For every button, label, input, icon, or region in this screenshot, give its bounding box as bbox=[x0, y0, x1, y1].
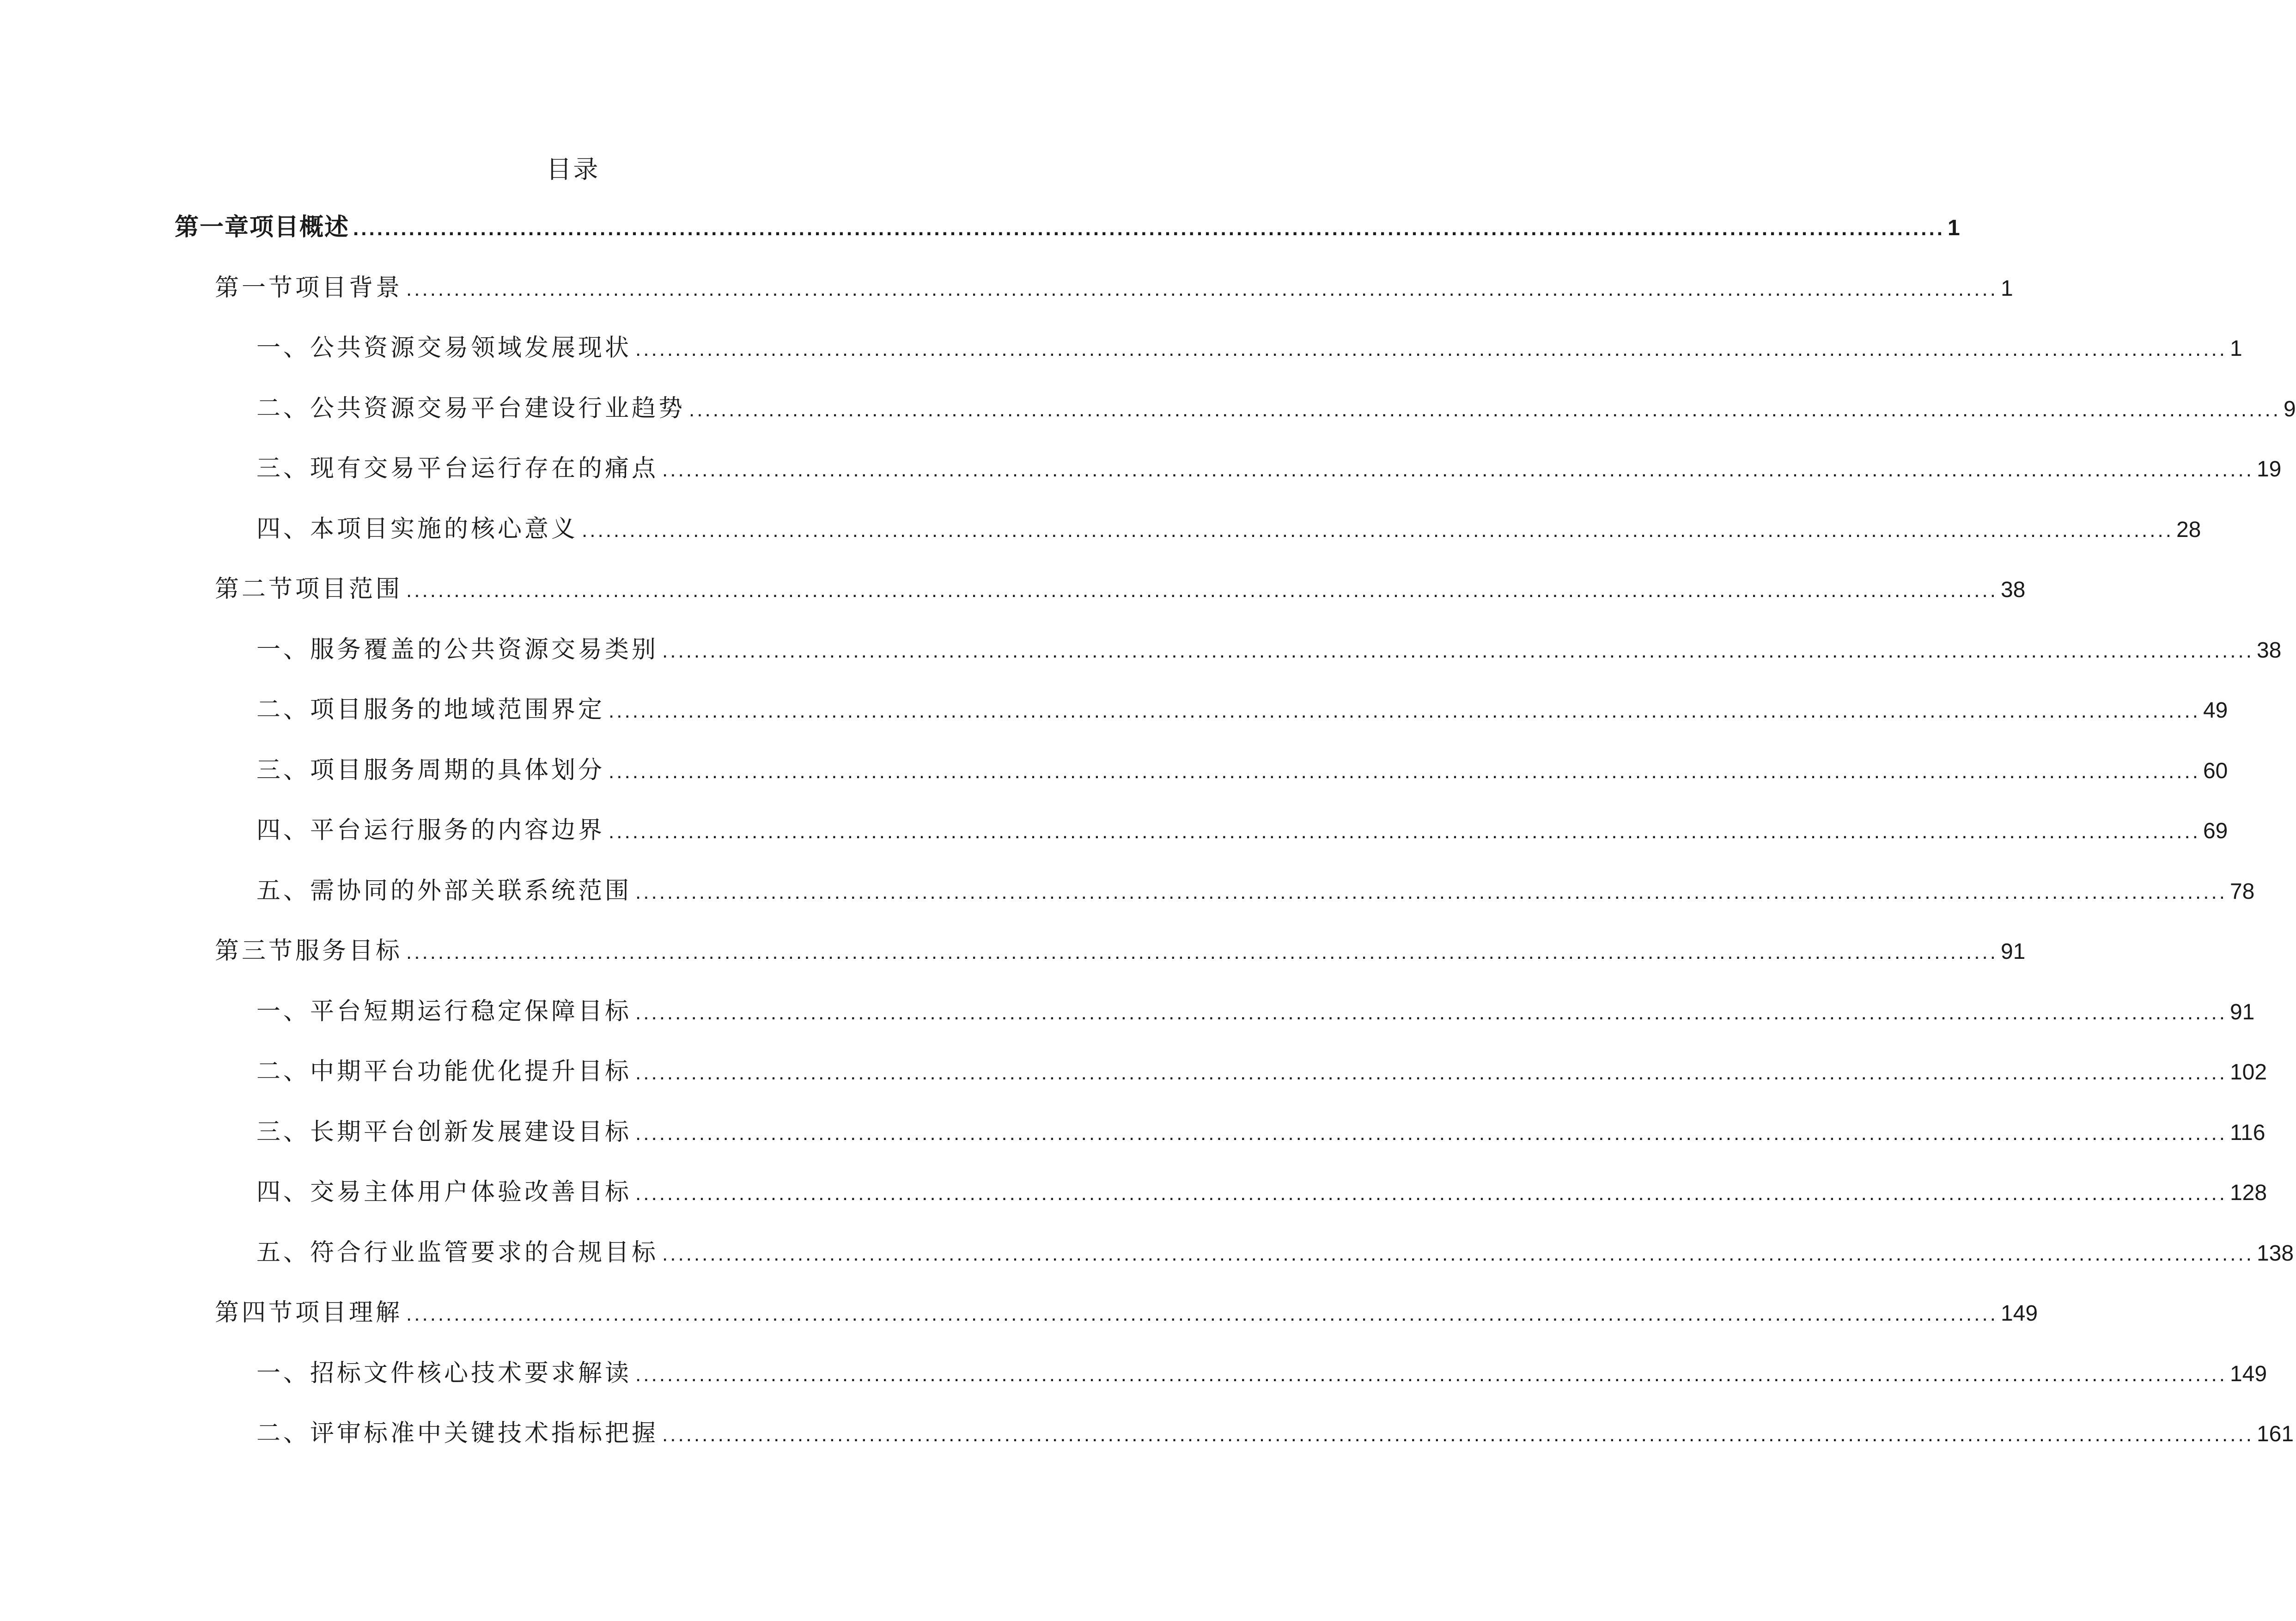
toc-leader-dots: ........................................................................................................................................................................................................ bbox=[609, 760, 2200, 783]
toc-entry[interactable] bbox=[256, 385, 2296, 432]
toc-entry-page: 78 bbox=[2229, 879, 2255, 904]
toc-entry-text: 二、公共资源交易平台建设行业趋势 bbox=[256, 394, 686, 422]
toc-entry-page: 9 bbox=[2283, 396, 2296, 421]
toc-leader-dots: ........................................................................................................................................................................................................ bbox=[635, 1182, 2227, 1205]
toc-entry[interactable] bbox=[215, 265, 2013, 311]
toc-leader-dots: ........................................................................................................................................................................................................ bbox=[406, 579, 1998, 602]
toc-entry-page: 138 bbox=[2256, 1241, 2294, 1266]
toc-leader-dots: ........................................................................................................................................................................................................ bbox=[406, 941, 1998, 963]
toc-entry[interactable] bbox=[256, 325, 2242, 371]
toc-entry-page: 60 bbox=[2203, 758, 2228, 783]
toc-entry-page: 149 bbox=[2000, 1301, 2038, 1326]
toc-entry-text: 五、需协同的外部关联系统范围 bbox=[256, 877, 632, 905]
toc-entry-text: 一、公共资源交易领域发展现状 bbox=[256, 334, 632, 362]
toc-entry[interactable] bbox=[256, 1230, 2294, 1276]
toc-entry-text: 二、中期平台功能优化提升目标 bbox=[256, 1058, 632, 1085]
toc-entry-page: 91 bbox=[2000, 939, 2026, 964]
toc-leader-dots: ........................................................................................................................................................................................................ bbox=[635, 1061, 2227, 1084]
toc-leader-dots: ........................................................................................................................................................................................................ bbox=[662, 458, 2254, 481]
toc-entry[interactable] bbox=[256, 445, 2282, 492]
toc-entry[interactable] bbox=[215, 566, 2026, 612]
toc-entry-text: 四、平台运行服务的内容边界 bbox=[256, 817, 605, 844]
toc-leader-dots: ........................................................................................................................................................................................................ bbox=[609, 820, 2200, 843]
toc-entry-text: 四、交易主体用户体验改善目标 bbox=[256, 1178, 632, 1206]
toc-entry-text: 三、长期平台创新发展建设目标 bbox=[256, 1118, 632, 1146]
toc-entry[interactable] bbox=[256, 747, 2228, 793]
toc-entry[interactable] bbox=[256, 807, 2228, 853]
toc-entry[interactable] bbox=[256, 1169, 2267, 1215]
toc-entry-text: 第四节项目理解 bbox=[215, 1299, 403, 1327]
toc-entry-text: 第一章项目概述 bbox=[175, 213, 350, 241]
toc-entry[interactable] bbox=[256, 1109, 2266, 1155]
toc-leader-dots: ........................................................................................................................................................................................................ bbox=[662, 1242, 2254, 1265]
toc-entry[interactable] bbox=[256, 1048, 2267, 1095]
toc-entry-page: 128 bbox=[2229, 1181, 2267, 1205]
toc-leader-dots: ........................................................................................................................................................................................................ bbox=[582, 518, 2174, 542]
toc-entry-page: 38 bbox=[2000, 578, 2026, 602]
toc-leader-dots: ........................................................................................................................................................................................................ bbox=[353, 217, 1945, 240]
toc-entry-text: 二、项目服务的地域范围界定 bbox=[256, 696, 605, 724]
toc-leader-dots: ........................................................................................................................................................................................................ bbox=[406, 277, 1998, 300]
toc-entry[interactable] bbox=[256, 687, 2228, 733]
toc-entry[interactable] bbox=[175, 204, 1960, 250]
toc-leader-dots: ........................................................................................................................................................................................................ bbox=[406, 1303, 1998, 1325]
toc-entry-text: 第一节项目背景 bbox=[215, 274, 403, 302]
toc-entry-text: 一、平台短期运行稳定保障目标 bbox=[256, 997, 632, 1025]
toc-leader-dots: ........................................................................................................................................................................................................ bbox=[662, 639, 2254, 662]
toc-entry-page: 116 bbox=[2229, 1120, 2266, 1145]
toc-entry-page: 69 bbox=[2203, 819, 2228, 843]
toc-leader-dots: ........................................................................................................................................................................................................ bbox=[635, 1363, 2227, 1386]
toc-entry-text: 第三节服务目标 bbox=[215, 937, 403, 965]
toc-entry-text: 五、符合行业监管要求的合规目标 bbox=[256, 1238, 659, 1267]
toc-leader-dots: ........................................................................................................................................................................................................ bbox=[635, 1001, 2227, 1024]
toc-leader-dots: ........................................................................................................................................................................................................ bbox=[662, 1423, 2254, 1446]
toc-title: 目录 bbox=[546, 155, 600, 184]
toc-leader-dots: ........................................................................................................................................................................................................ bbox=[635, 338, 2227, 360]
toc-entry[interactable] bbox=[256, 988, 2255, 1035]
toc-entry-page: 1 bbox=[2000, 276, 2013, 301]
toc-entry-text: 三、项目服务周期的具体划分 bbox=[256, 756, 605, 784]
toc-entry[interactable] bbox=[256, 1350, 2267, 1396]
toc-entry-text: 一、招标文件核心技术要求解读 bbox=[256, 1359, 632, 1387]
toc-entry[interactable] bbox=[256, 627, 2282, 673]
toc-entry-page: 49 bbox=[2203, 698, 2228, 723]
toc-entry-page: 38 bbox=[2256, 638, 2282, 663]
toc-entry-text: 第二节项目范围 bbox=[215, 575, 403, 603]
toc-leader-dots: ........................................................................................................................................................................................................ bbox=[635, 880, 2227, 903]
toc-leader-dots: ........................................................................................................................................................................................................ bbox=[609, 700, 2200, 722]
toc-entry-page: 102 bbox=[2229, 1060, 2267, 1085]
toc-entry[interactable] bbox=[256, 868, 2255, 914]
toc-entry-page: 1 bbox=[2229, 336, 2242, 361]
toc-leader-dots: ........................................................................................................................................................................................................ bbox=[689, 398, 2281, 421]
toc-entry-page: 1 bbox=[1947, 216, 1960, 240]
toc-entry-page: 149 bbox=[2229, 1361, 2267, 1386]
toc-entry-page: 91 bbox=[2229, 999, 2255, 1024]
toc-entry-page: 161 bbox=[2256, 1422, 2294, 1446]
toc-entry-text: 二、评审标准中关键技术指标把握 bbox=[256, 1420, 659, 1447]
toc-entry-text: 四、本项目实施的核心意义 bbox=[256, 515, 579, 543]
toc-entry-page: 28 bbox=[2176, 517, 2201, 542]
toc-entry[interactable] bbox=[215, 1290, 2038, 1336]
toc-entry-text: 三、现有交易平台运行存在的痛点 bbox=[256, 455, 659, 482]
toc-entry[interactable] bbox=[256, 506, 2201, 552]
toc-entry-text: 一、服务覆盖的公共资源交易类别 bbox=[256, 635, 659, 664]
toc-entry-page: 19 bbox=[2256, 457, 2282, 481]
toc-leader-dots: ........................................................................................................................................................................................................ bbox=[635, 1121, 2227, 1145]
toc-entry[interactable] bbox=[256, 1410, 2294, 1456]
toc-entry[interactable] bbox=[215, 928, 2026, 974]
